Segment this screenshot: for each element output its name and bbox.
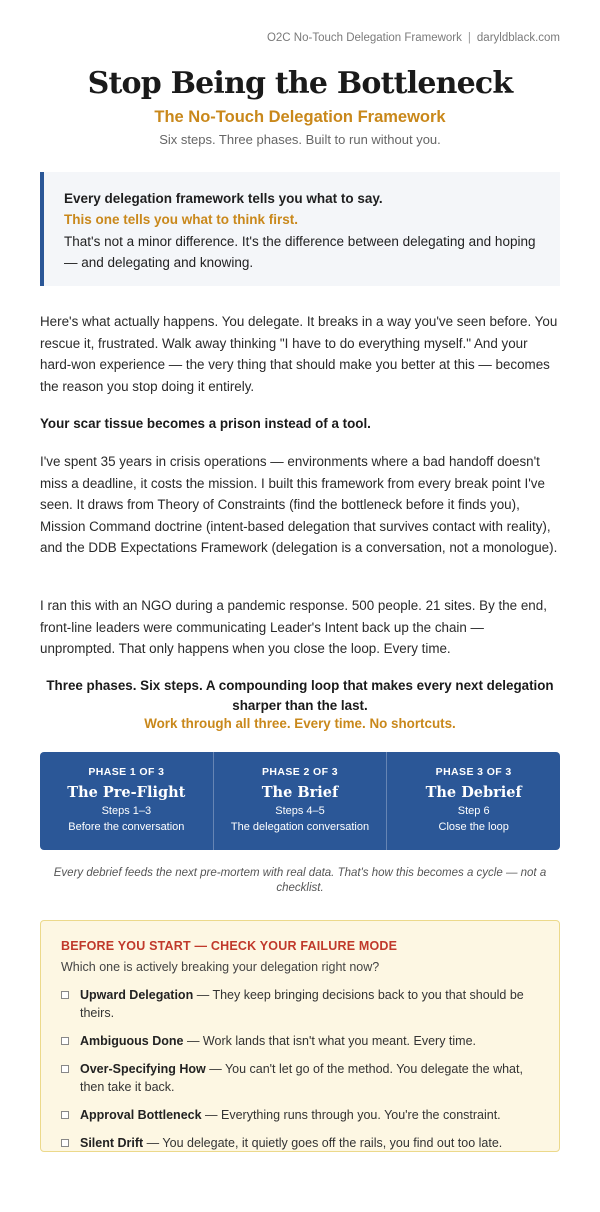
- phase-desc: The delegation conversation: [230, 821, 370, 833]
- body-paragraph-4: I ran this with an NGO during a pandemic response. 500 people. 21 sites. By the end, front-line leaders were communicating Leader's Intent back up the chain — unprompted. That only happens when you close the loop. Every time.: [40, 598, 547, 656]
- body-paragraph-2: Your scar tissue becomes a prison instead of a tool.: [40, 416, 371, 431]
- checkbox-icon[interactable]: [61, 991, 69, 999]
- failure-mode-desc: — You can't let go of the method. You delegate the what, then take it back.: [80, 1062, 523, 1094]
- intro-callout: [40, 172, 560, 286]
- checkbox-icon[interactable]: [61, 1065, 69, 1073]
- page-tagline: Six steps. Three phases. Built to run without you.: [159, 132, 441, 147]
- page-subtitle: The No-Touch Delegation Framework: [154, 108, 446, 126]
- failure-mode-desc: — Work lands that isn't what you meant. Every time.: [183, 1034, 477, 1048]
- failure-mode-name: Upward Delegation: [80, 988, 194, 1002]
- failure-mode-list: [61, 986, 539, 1152]
- body-paragraph-1: Here's what actually happens. You delegate. It breaks in a way you've seen before. You rescue it, frustrated. Walk away thinking "I have to do everything myself." And your hard-won experience — the very thing that should make you better at this — becomes the reason you stop doing it entirely.: [40, 314, 558, 394]
- callout-line-2: This one tells you what to think first.: [64, 212, 299, 227]
- phase-name: The Pre-Flight: [67, 784, 186, 801]
- phase-card-2: [213, 752, 387, 850]
- phase-steps: Steps 1–3: [101, 805, 152, 817]
- phase-name: The Debrief: [425, 784, 522, 801]
- phase-card-1: [40, 752, 213, 850]
- site-link[interactable]: daryldblack.com: [476, 32, 560, 44]
- page-title: Stop Being the Bottleneck: [87, 66, 513, 101]
- failure-mode-item[interactable]: [61, 1134, 539, 1152]
- cycle-note: Every debrief feeds the next pre-mortem with real data. That's how this becomes a cycle — not a checklist.: [53, 867, 547, 894]
- phase-steps: Step 6: [457, 805, 490, 817]
- phase-desc: Before the conversation: [68, 821, 185, 833]
- failure-mode-name: Approval Bottleneck: [80, 1108, 202, 1122]
- failure-mode-desc: — Everything runs through you. You're the constraint.: [201, 1108, 501, 1122]
- failure-mode-desc: — They keep bringing decisions back to you that should be theirs.: [80, 988, 524, 1020]
- phase-name: The Brief: [261, 784, 339, 801]
- callout-line-3: That's not a minor difference. It's the difference between delegating and hoping — and delegating and knowing.: [64, 234, 536, 270]
- checkbox-icon[interactable]: [61, 1139, 69, 1147]
- failure-mode-item[interactable]: [61, 1032, 539, 1050]
- failure-question: Which one is actively breaking your delegation right now?: [61, 960, 380, 974]
- phase-card-3: [386, 752, 560, 850]
- failure-heading: BEFORE YOU START — CHECK YOUR FAILURE MODE: [61, 939, 398, 953]
- checkbox-icon[interactable]: [61, 1111, 69, 1119]
- failure-mode-box: [40, 920, 560, 1152]
- header-line: [267, 32, 560, 44]
- phase-number: PHASE 1 OF 3: [88, 766, 165, 778]
- phase-number: PHASE 2 OF 3: [262, 766, 338, 778]
- failure-mode-item[interactable]: [61, 1106, 539, 1124]
- checkbox-icon[interactable]: [61, 1037, 69, 1045]
- failure-mode-name: Silent Drift: [80, 1136, 144, 1150]
- failure-mode-desc: — You delegate, it quietly goes off the rails, you find out too late.: [143, 1136, 503, 1150]
- phases-panel: [40, 752, 560, 850]
- callout-line-1: Every delegation framework tells you what to say.: [64, 191, 383, 206]
- failure-mode-name: Over-Specifying How: [80, 1062, 206, 1076]
- phases-cta: Work through all three. Every time. No shortcuts.: [144, 716, 456, 731]
- phase-number: PHASE 3 OF 3: [435, 766, 512, 778]
- body-paragraph-3: I've spent 35 years in crisis operations — environments where a bad handoff doesn't miss a deadline, it costs the mission. I built this framework from every break point I've seen. It draws from Theory of Constraints (find the bottleneck before it finds you), Mission Command doctrine (intent-based delegation that survives contact with reality), and the DDB Expectations Framework (delegation is a conversation, not a monologue).: [40, 454, 558, 555]
- framework-name: O2C No-Touch Delegation Framework: [266, 32, 462, 44]
- phase-desc: Close the loop: [438, 821, 509, 833]
- phases-intro: Three phases. Six steps. A compounding loop that makes every next delegation sharper than the last.: [46, 678, 554, 713]
- failure-mode-name: Ambiguous Done: [80, 1034, 184, 1048]
- failure-mode-item[interactable]: [61, 986, 539, 1022]
- failure-mode-item[interactable]: [61, 1060, 539, 1096]
- header-separator: |: [467, 32, 471, 44]
- phase-steps: Steps 4–5: [275, 805, 325, 817]
